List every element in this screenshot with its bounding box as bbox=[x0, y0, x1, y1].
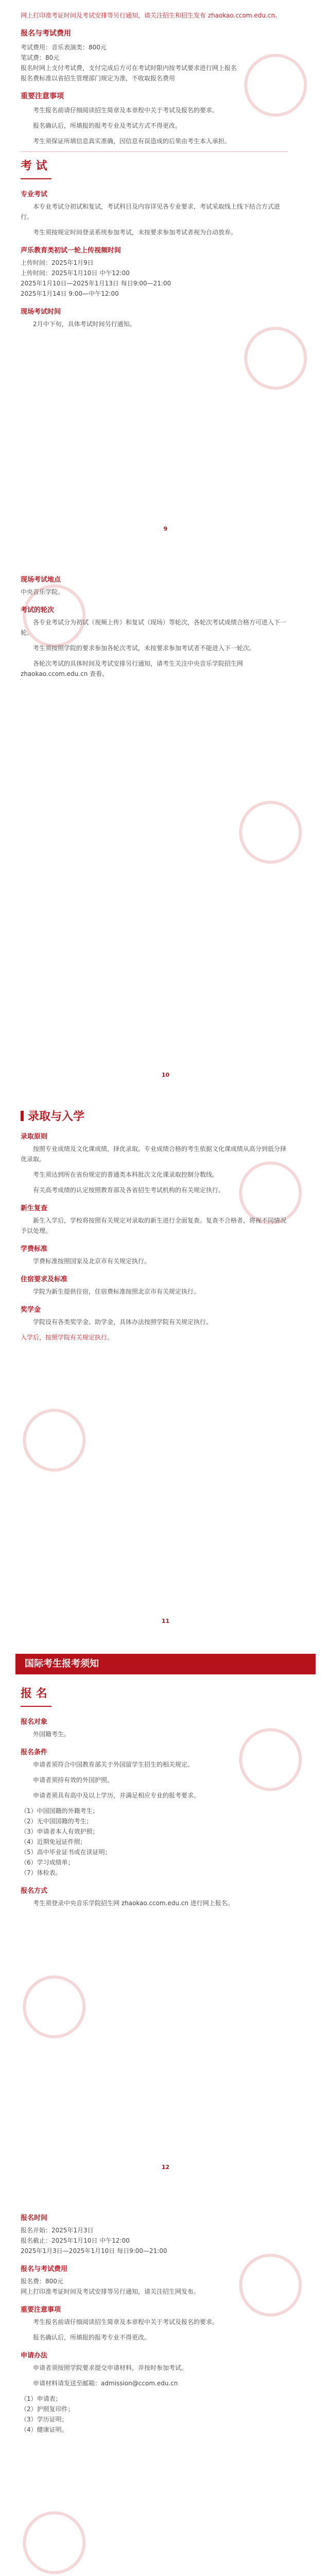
admission-paragraph: 按照专业成绩及文化课成绩，择优录取。专业成绩合格的考生依据文化课成绩从高分到低分择优录取。 bbox=[21, 1145, 287, 1163]
scholarship-paragraph: 学院设有各类奖学金、助学金，具体办法按照学院有关规定执行。 bbox=[33, 1318, 213, 1326]
list-item: （3）学历证明； bbox=[21, 2416, 68, 2423]
applicants-paragraph: 外国籍考生。 bbox=[33, 1731, 71, 1738]
page-number: 12 bbox=[161, 2164, 170, 2171]
list-item: （2）护照复印件； bbox=[21, 2405, 74, 2413]
list-item: （4）近期免冠证件照； bbox=[21, 1838, 86, 1845]
heading-requirements: 报名条件 bbox=[21, 1749, 48, 1756]
list-item: （6）学习成绩单； bbox=[21, 1859, 74, 1866]
heading-pro-exam: 专业考试 bbox=[21, 191, 48, 198]
heading-onsite-location: 现场考试地点 bbox=[21, 576, 61, 584]
heading-notes: 重要注意事项 bbox=[21, 2306, 61, 2314]
time-line: 上传时间：2025年1月10日 中午12:00 bbox=[21, 269, 130, 277]
time-line: 2025年1月10日—2025年1月13日 每日9:00—21:00 bbox=[21, 280, 171, 287]
list-item: （1）中国国籍的外籍考生； bbox=[21, 1807, 99, 1815]
exam-paragraph: 本专业考试分初试和复试，考试科目及内容详见各专业要求，考试采取线上线下结合方式进行。 bbox=[21, 203, 281, 221]
time-line: 2025年1月3日—2025年1月10日 每日9:00—21:00 bbox=[21, 2247, 167, 2255]
procedure-paragraph: 申请者须按照学院要求提交申请材料，并按时参加考试。 bbox=[33, 2364, 188, 2371]
heading-exam-rounds: 考试的轮次 bbox=[21, 606, 55, 614]
section-title-admission: 录取与入学 bbox=[28, 1110, 85, 1123]
tuition-paragraph: 学费标准按照国家及北京市有关规定执行。 bbox=[33, 1258, 151, 1265]
page-13 bbox=[0, 2184, 331, 2576]
page-11 bbox=[0, 1092, 331, 1638]
heading-applicants: 报名对象 bbox=[21, 1718, 48, 1726]
fee-line: 报名时网上支付考试费，支付完成后方可在考试时限内按考试要求进行网上报名 bbox=[21, 64, 237, 72]
method-paragraph: 考生须登录中央音乐学院招生网 zhaokao.ccom.edu.cn 进行网上报名。 bbox=[33, 1900, 234, 1907]
housing-paragraph: 学院为新生提供住宿，住宿费标准按照北京市有关规定执行。 bbox=[33, 1288, 200, 1295]
watermark-seal bbox=[11, 1382, 123, 1482]
rounds-paragraph: 考生须按照学院的要求参加各轮次考试，未按要求参加考试者不能进入下一轮次。 bbox=[33, 645, 256, 652]
note-paragraph: 考生报名前请仔细阅读招生简章及本章程中关于考试及报名的要求。 bbox=[33, 2318, 219, 2326]
list-item: （7）体检表。 bbox=[21, 1869, 62, 1876]
review-paragraph: 新生入学后，学校将按照有关规定对录取的新生进行全面复查。复查不合格者，将视不同情况予以处理。 bbox=[21, 1217, 287, 1234]
section-banner: 国际考生报考须知 bbox=[15, 1654, 316, 1674]
heading-notes: 重要注意事项 bbox=[21, 92, 64, 100]
section-title-exam: 考 试 bbox=[21, 160, 47, 173]
list-item: （1）申请表； bbox=[21, 2395, 62, 2402]
page-9 bbox=[0, 0, 331, 546]
admission-paragraph: 有关高考成绩的认定按照教育部及各省招生考试机构的有关规定执行。 bbox=[33, 1187, 225, 1194]
heading-onsite-time: 现场考试时间 bbox=[21, 308, 61, 316]
time-line: 报名截止：2025年1月10日 中午12:00 bbox=[21, 2237, 130, 2244]
heading-admission-principle: 录取原则 bbox=[21, 1133, 48, 1141]
exam-paragraph: 考生须按规定时间登录系统参加考试，未按要求参加考试者视为自动放弃。 bbox=[33, 229, 237, 236]
fee-line: 笔试费：80元 bbox=[21, 54, 60, 61]
note-paragraph: 考生须保证所填信息真实准确，因信息有误造成的后果由考生本人承担。 bbox=[33, 138, 231, 145]
heading-apply-method: 报名方式 bbox=[21, 1887, 48, 1895]
fee-line: 网上打印准考证时间及考试安排等另行通知，请关注招生网发布。 bbox=[21, 2288, 200, 2295]
list-item: （5）高中毕业证书或在读证明； bbox=[21, 1849, 111, 1856]
requirements-paragraph: 申请者须持有效的外国护照。 bbox=[33, 1776, 114, 1784]
heading-scholarship: 奖学金 bbox=[21, 1306, 41, 1314]
note-paragraph: 报名确认后，所填报的报考专业不得更改。 bbox=[33, 2334, 151, 2341]
onsite-paragraph: 2月中下旬，具体考试时间另行通知。 bbox=[33, 320, 136, 328]
heading-upload-time: 声乐教育类初试一轮上传视频时间 bbox=[21, 247, 121, 255]
admission-paragraph: 考生须达到所在省份规定的普通类本科批次文化课录取控制分数线。 bbox=[33, 1171, 219, 1178]
page-number: 9 bbox=[163, 526, 168, 532]
rounds-paragraph: 各专业考试分为初试（视频上传）和复试（现场）等轮次，各轮次考试成绩合格方可进入下一轮。 bbox=[21, 619, 287, 636]
list-item: （3）申请者本人有效护照； bbox=[21, 1828, 99, 1835]
location-line: 中央音乐学院。 bbox=[21, 588, 64, 596]
watermark-seal bbox=[11, 1949, 123, 2049]
requirements-paragraph: 申请者须具有高中及以上学历，并满足相应专业的报考要求。 bbox=[33, 1792, 200, 1799]
notice-text: 网上打印准考证时间及考试安排等另行通知，请关注招生和招生发布 zhaokao.ccom.edu.cn。 bbox=[21, 12, 282, 19]
rounds-paragraph: 各轮次考试的具体时间及考试安排另行通知，请考生关注中央音乐学院招生网 zhaokao.ccom.edu.cn 查看。 bbox=[21, 660, 243, 677]
heading-fees: 报名与考试费用 bbox=[21, 29, 71, 38]
watermark-seal bbox=[228, 774, 331, 874]
heading-apply-time: 报名时间 bbox=[21, 2214, 48, 2222]
heading-tuition: 学费标准 bbox=[21, 1245, 48, 1253]
page-12 bbox=[0, 1638, 331, 2184]
note-paragraph: 考生报名前请仔细阅读招生简章及本章程中关于考试及报名的要求。 bbox=[33, 107, 219, 114]
page-10 bbox=[0, 546, 331, 1092]
heading-housing: 住宿要求及标准 bbox=[21, 1276, 68, 1283]
heading-new-student-review: 新生复查 bbox=[21, 1205, 48, 1212]
note-paragraph: 报名确认后，所填报的报考专业及考试方式不得更改。 bbox=[33, 122, 182, 129]
time-line: 2025年1月14日 9:00—中午12:00 bbox=[21, 290, 119, 297]
red-note: 入学后，按照学院有关规定执行。 bbox=[21, 1334, 114, 1341]
fee-line: 考试费用：音乐表演类：800元 bbox=[21, 44, 107, 51]
list-item: （4）健康证明。 bbox=[21, 2426, 68, 2433]
section-title-apply: 报 名 bbox=[21, 1687, 47, 1700]
page-number: 11 bbox=[161, 1618, 170, 1624]
watermark-seal bbox=[11, 2485, 123, 2576]
time-line: 报名开始：2025年1月3日 bbox=[21, 2227, 94, 2234]
heading-apply-procedure: 申请办法 bbox=[21, 2352, 48, 2360]
page-number: 10 bbox=[161, 1072, 170, 1078]
procedure-paragraph: 申请材料请发送至邮箱：admission@ccom.edu.cn bbox=[33, 2380, 178, 2387]
fee-line: 报名费标准以省招生管理部门规定为准，不收取报名费用 bbox=[21, 75, 176, 82]
time-line: 上传时间：2025年1月9日 bbox=[21, 259, 94, 266]
list-item: （2）无中国国籍的考生； bbox=[21, 1818, 93, 1825]
fee-line: 报名费：800元 bbox=[21, 2278, 63, 2285]
requirements-paragraph: 申请者须符合中国教育部关于外国留学生招生的相关规定。 bbox=[33, 1761, 194, 1768]
heading-fees: 报名与考试费用 bbox=[21, 2265, 68, 2273]
